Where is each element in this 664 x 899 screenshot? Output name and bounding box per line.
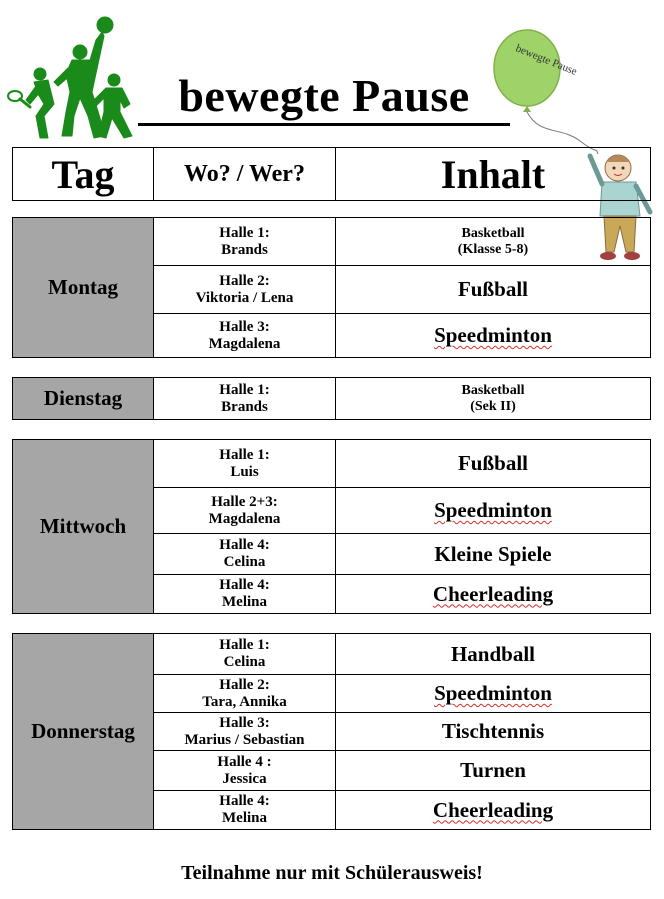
balloon-text: bewegte Pause <box>513 42 579 78</box>
cell-text: Halle 3: <box>219 318 270 335</box>
activity-cell: Handball <box>336 634 651 675</box>
cell-text: Halle 1: <box>219 446 270 463</box>
cell-text: Halle 2: <box>219 676 270 693</box>
activity-cell <box>336 791 651 830</box>
location-cell <box>154 575 336 614</box>
day-cell: Dienstag <box>13 378 154 420</box>
header-table <box>12 147 651 201</box>
cell-text: Speedminton <box>434 323 552 347</box>
cell-text: Melina <box>222 594 267 610</box>
activity-cell <box>336 314 651 358</box>
cell-text: Tara, Annika <box>202 693 287 710</box>
cell-text: Halle 4: <box>219 537 270 553</box>
cell-text: Cheerleading <box>432 797 554 822</box>
day-table-mittwoch <box>12 439 651 614</box>
cell-text: Speedminton <box>434 498 552 522</box>
location-cell <box>154 378 336 420</box>
cell-text: Luis <box>230 463 259 480</box>
cell-text: (Klasse 5-8) <box>457 241 529 257</box>
header-inhalt: Inhalt <box>336 148 651 201</box>
location-cell <box>154 713 336 751</box>
activity-cell: Tischtennis <box>336 713 651 751</box>
cell-text: Celina <box>223 654 266 670</box>
location-cell <box>154 218 336 266</box>
activity-cell: Fußball <box>336 440 651 488</box>
day-table-montag <box>12 217 651 358</box>
header-wo-wer: Wo? / Wer? <box>154 148 336 201</box>
cell-text: Halle 4: <box>219 577 270 593</box>
day-cell: Montag <box>13 218 154 358</box>
location-cell <box>154 634 336 675</box>
location-cell <box>154 751 336 791</box>
cell-text: (Sek II) <box>470 398 516 414</box>
location-cell <box>154 488 336 534</box>
cell-text: Halle 1: <box>219 381 270 398</box>
cell-text: Marius / Sebastian <box>184 731 305 748</box>
cell-text: Halle 1: <box>219 224 270 241</box>
page-title: bewegte Pause <box>138 68 510 126</box>
location-cell <box>154 314 336 358</box>
day-table-dienstag <box>12 377 651 420</box>
location-cell <box>154 791 336 830</box>
cell-text: Jessica <box>222 770 267 787</box>
activity-cell <box>336 675 651 713</box>
header-tag: Tag <box>13 148 154 201</box>
day-cell: Donnerstag <box>13 634 154 830</box>
day-cell: Mittwoch <box>13 440 154 614</box>
footer-note: Teilnahme nur mit Schülerausweis! <box>181 862 483 884</box>
activity-cell: Turnen <box>336 751 651 791</box>
activity-cell <box>336 218 651 266</box>
athletes-logo <box>4 8 144 143</box>
cell-text: Halle 4 : <box>217 753 272 770</box>
cell-text: Halle 2: <box>219 272 270 289</box>
cell-text: Basketball <box>461 225 525 241</box>
cell-text: Melina <box>222 810 267 826</box>
cell-text: Halle 3: <box>219 714 270 731</box>
cell-text: Magdalena <box>208 335 281 352</box>
cell-text: Brands <box>221 241 268 258</box>
cell-text: Basketball <box>461 382 525 398</box>
cell-text: Viktoria / Lena <box>195 289 294 306</box>
activity-cell <box>336 378 651 420</box>
cell-text: Halle 4: <box>219 793 270 809</box>
cell-text: Speedminton <box>434 681 552 705</box>
cell-text: Celina <box>223 554 266 570</box>
location-cell <box>154 440 336 488</box>
activity-cell <box>336 488 651 534</box>
cell-text: Magdalena <box>208 510 281 527</box>
location-cell <box>154 534 336 575</box>
cell-text: Halle 2+3: <box>211 493 278 510</box>
day-table-donnerstag <box>12 633 651 830</box>
activity-cell <box>336 575 651 614</box>
location-cell <box>154 266 336 314</box>
activity-cell: Fußball <box>336 266 651 314</box>
cell-text: Halle 1: <box>219 637 270 653</box>
activity-cell: Kleine Spiele <box>336 534 651 575</box>
cell-text: Brands <box>221 398 268 415</box>
location-cell <box>154 675 336 713</box>
cell-text: Cheerleading <box>432 581 554 606</box>
